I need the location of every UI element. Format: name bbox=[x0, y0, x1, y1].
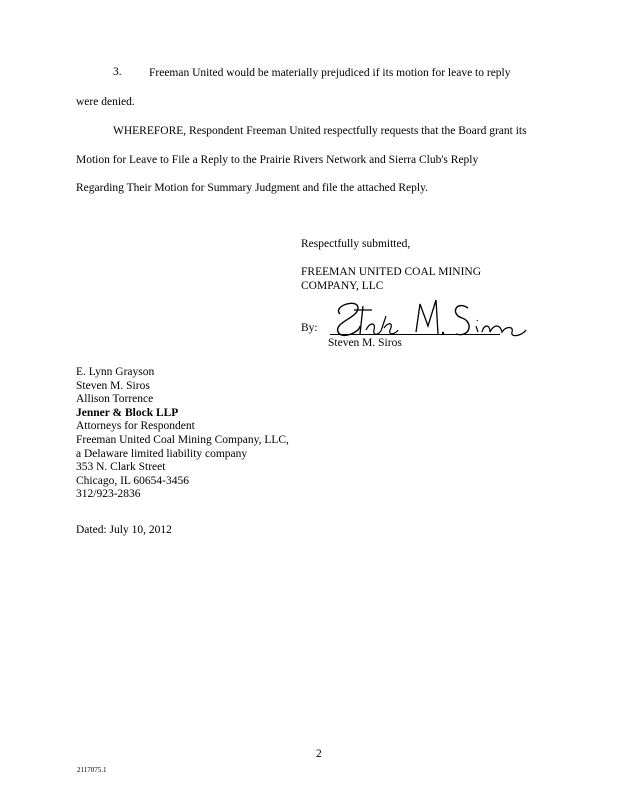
counsel-line: 353 N. Clark Street bbox=[76, 461, 166, 474]
company-name-line-2: COMPANY, LLC bbox=[301, 280, 384, 292]
page-number: 2 bbox=[316, 748, 322, 760]
law-firm-name: Jenner & Block LLP bbox=[76, 406, 179, 419]
signature-line bbox=[330, 334, 500, 335]
counsel-line: 312/923-2836 bbox=[76, 488, 141, 501]
wherefore-line-1: WHEREFORE, Respondent Freeman United respectfully requests that the Board grant its bbox=[113, 125, 527, 137]
counsel-line: Allison Torrence bbox=[76, 393, 154, 406]
dated-line: Dated: July 10, 2012 bbox=[76, 524, 172, 536]
counsel-line: Steven M. Siros bbox=[76, 379, 150, 392]
wherefore-line-3: Regarding Their Motion for Summary Judgment and file the attached Reply. bbox=[76, 182, 428, 194]
closing-text: Respectfully submitted, bbox=[301, 238, 411, 250]
paragraph-number: 3. bbox=[113, 66, 122, 78]
counsel-block bbox=[76, 366, 289, 502]
counsel-line: E. Lynn Grayson bbox=[76, 366, 155, 378]
counsel-line: a Delaware limited liability company bbox=[76, 447, 248, 460]
counsel-line: Chicago, IL 60654-3456 bbox=[76, 474, 189, 487]
paragraph-3-line-1: Freeman United would be materially prejudiced if its motion for leave to reply bbox=[149, 67, 511, 79]
counsel-line: Attorneys for Respondent bbox=[76, 420, 195, 433]
document-id: 2117075.1 bbox=[77, 766, 107, 774]
wherefore-line-2: Motion for Leave to File a Reply to the Prairie Rivers Network and Sierra Club's Reply bbox=[76, 154, 479, 166]
counsel-line: Freeman United Coal Mining Company, LLC, bbox=[76, 433, 289, 446]
by-label: By: bbox=[301, 322, 318, 334]
signer-name: Steven M. Siros bbox=[328, 337, 402, 349]
paragraph-3-line-2: were denied. bbox=[76, 96, 135, 108]
company-name-line-1: FREEMAN UNITED COAL MINING bbox=[301, 266, 482, 278]
